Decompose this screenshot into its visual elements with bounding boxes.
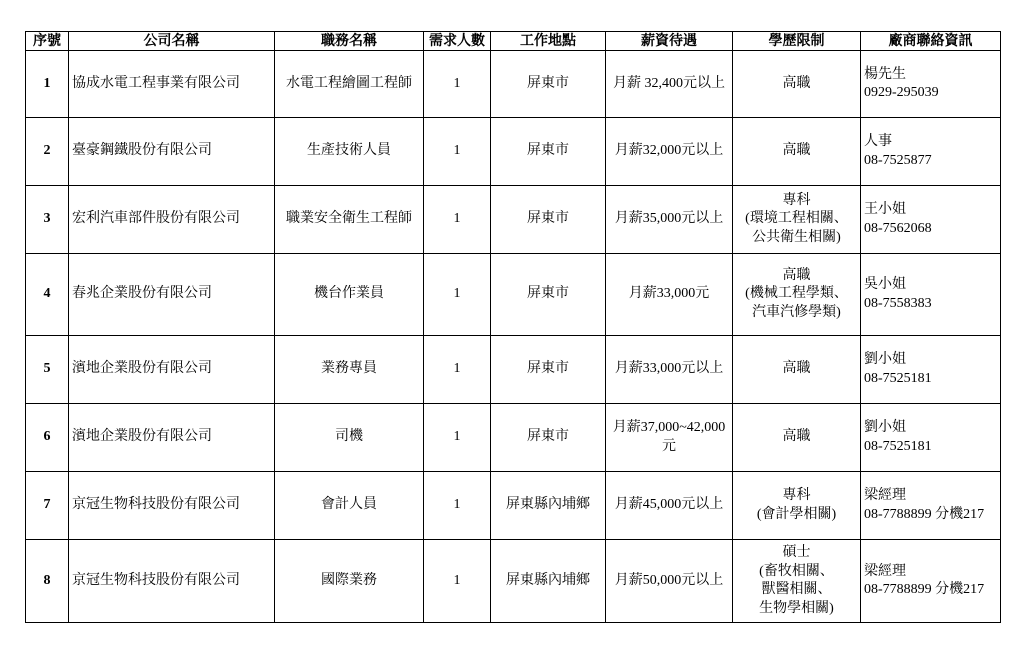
job-row — [26, 51, 1001, 118]
job-row — [26, 336, 1001, 404]
salary-cell: 月薪33,000元 — [606, 254, 733, 336]
header-contact: 廠商聯絡資訊 — [861, 32, 1001, 51]
company-name-cell: 宏利汽車部件股份有限公司 — [69, 186, 275, 254]
contact-name: 吳小姐 — [864, 277, 906, 292]
contact-cell — [861, 118, 1001, 186]
contact-phone: 08-7562068 — [864, 220, 932, 236]
company-name-cell: 京冠生物科技股份有限公司 — [69, 472, 275, 540]
position-cell: 國際業務 — [275, 540, 424, 623]
headcount-cell: 1 — [424, 254, 491, 336]
salary-cell: 月薪 32,400元以上 — [606, 51, 733, 118]
education-cell: 專科 (環境工程相關、 公共衛生相關) — [733, 186, 861, 254]
contact-cell — [861, 404, 1001, 472]
job-row — [26, 540, 1001, 623]
position-cell: 會計人員 — [275, 472, 424, 540]
row-index-cell: 5 — [26, 336, 69, 404]
company-name-cell: 協成水電工程事業有限公司 — [69, 51, 275, 118]
header-education: 學歷限制 — [733, 32, 861, 51]
contact-cell — [861, 51, 1001, 118]
row-index-cell: 4 — [26, 254, 69, 336]
contact-cell — [861, 336, 1001, 404]
salary-cell: 月薪37,000~42,000 元 — [606, 404, 733, 472]
contact-phone: 08-7558383 — [864, 295, 932, 311]
education-cell: 高職 — [733, 404, 861, 472]
headcount-cell: 1 — [424, 336, 491, 404]
job-row — [26, 118, 1001, 186]
contact-phone: 0929-295039 — [864, 85, 939, 100]
position-cell: 職業安全衛生工程師 — [275, 186, 424, 254]
contact-name: 楊先生 — [864, 66, 906, 82]
header-company-name: 公司名稱 — [69, 32, 275, 51]
contact-phone: 08-7788899 分機217 — [864, 506, 985, 522]
table-header — [26, 32, 1001, 51]
salary-cell: 月薪45,000元以上 — [606, 472, 733, 540]
salary-cell: 月薪32,000元以上 — [606, 118, 733, 186]
location-cell: 屏東市 — [491, 336, 606, 404]
contact-name: 劉小姐 — [864, 352, 906, 367]
header-position: 職務名稱 — [275, 32, 424, 51]
header-location: 工作地點 — [491, 32, 606, 51]
job-row — [26, 404, 1001, 472]
location-cell: 屏東市 — [491, 118, 606, 186]
headcount-cell: 1 — [424, 540, 491, 623]
location-cell: 屏東市 — [491, 51, 606, 118]
header-salary: 薪資待遇 — [606, 32, 733, 51]
education-cell: 高職 — [733, 118, 861, 186]
table-body — [26, 51, 1001, 623]
job-row — [26, 472, 1001, 540]
job-row — [26, 254, 1001, 336]
salary-cell: 月薪50,000元以上 — [606, 540, 733, 623]
headcount-cell: 1 — [424, 186, 491, 254]
company-name-cell: 臺豪鋼鐵股份有限公司 — [69, 118, 275, 186]
position-cell: 水電工程繪圖工程師 — [275, 51, 424, 118]
salary-cell: 月薪35,000元以上 — [606, 186, 733, 254]
position-cell: 司機 — [275, 404, 424, 472]
contact-phone: 08-7788899 分機217 — [864, 582, 985, 597]
education-cell: 高職 — [733, 336, 861, 404]
contact-name: 人事 — [864, 134, 892, 149]
row-index-cell: 8 — [26, 540, 69, 623]
education-cell: 碩士 (畜牧相關、 獸醫相關、 生物學相關) — [733, 540, 861, 623]
headcount-cell: 1 — [424, 404, 491, 472]
job-listing-table — [25, 31, 1001, 623]
salary-cell: 月薪33,000元以上 — [606, 336, 733, 404]
company-name-cell: 春兆企業股份有限公司 — [69, 254, 275, 336]
company-name-cell: 京冠生物科技股份有限公司 — [69, 540, 275, 623]
contact-cell — [861, 254, 1001, 336]
headcount-cell: 1 — [424, 472, 491, 540]
contact-name: 梁經理 — [864, 488, 906, 503]
contact-phone: 08-7525181 — [864, 370, 932, 386]
contact-cell — [861, 540, 1001, 623]
contact-phone: 08-7525877 — [864, 152, 932, 168]
headcount-cell: 1 — [424, 51, 491, 118]
location-cell: 屏東縣內埔鄉 — [491, 540, 606, 623]
position-cell: 業務專員 — [275, 336, 424, 404]
location-cell: 屏東縣內埔鄉 — [491, 472, 606, 540]
education-cell: 高職 — [733, 51, 861, 118]
contact-name: 王小姐 — [864, 202, 906, 217]
company-name-cell: 濱地企業股份有限公司 — [69, 404, 275, 472]
education-cell: 高職 (機械工程學類、 汽車汽修學類) — [733, 254, 861, 336]
company-name-cell: 濱地企業股份有限公司 — [69, 336, 275, 404]
position-cell: 機台作業員 — [275, 254, 424, 336]
header-row — [26, 32, 1001, 51]
contact-cell — [861, 186, 1001, 254]
location-cell: 屏東市 — [491, 254, 606, 336]
row-index-cell: 7 — [26, 472, 69, 540]
position-cell: 生產技術人員 — [275, 118, 424, 186]
row-index-cell: 2 — [26, 118, 69, 186]
row-index-cell: 6 — [26, 404, 69, 472]
row-index-cell: 3 — [26, 186, 69, 254]
location-cell: 屏東市 — [491, 404, 606, 472]
contact-cell — [861, 472, 1001, 540]
education-cell: 專科 (會計學相關) — [733, 472, 861, 540]
header-headcount: 需求人數 — [424, 32, 491, 51]
row-index-cell: 1 — [26, 51, 69, 118]
contact-name: 梁經理 — [864, 563, 906, 579]
contact-phone: 08-7525181 — [864, 438, 932, 454]
contact-name: 劉小姐 — [864, 420, 906, 435]
location-cell: 屏東市 — [491, 186, 606, 254]
job-row — [26, 186, 1001, 254]
headcount-cell: 1 — [424, 118, 491, 186]
header-index: 序號 — [26, 32, 69, 51]
